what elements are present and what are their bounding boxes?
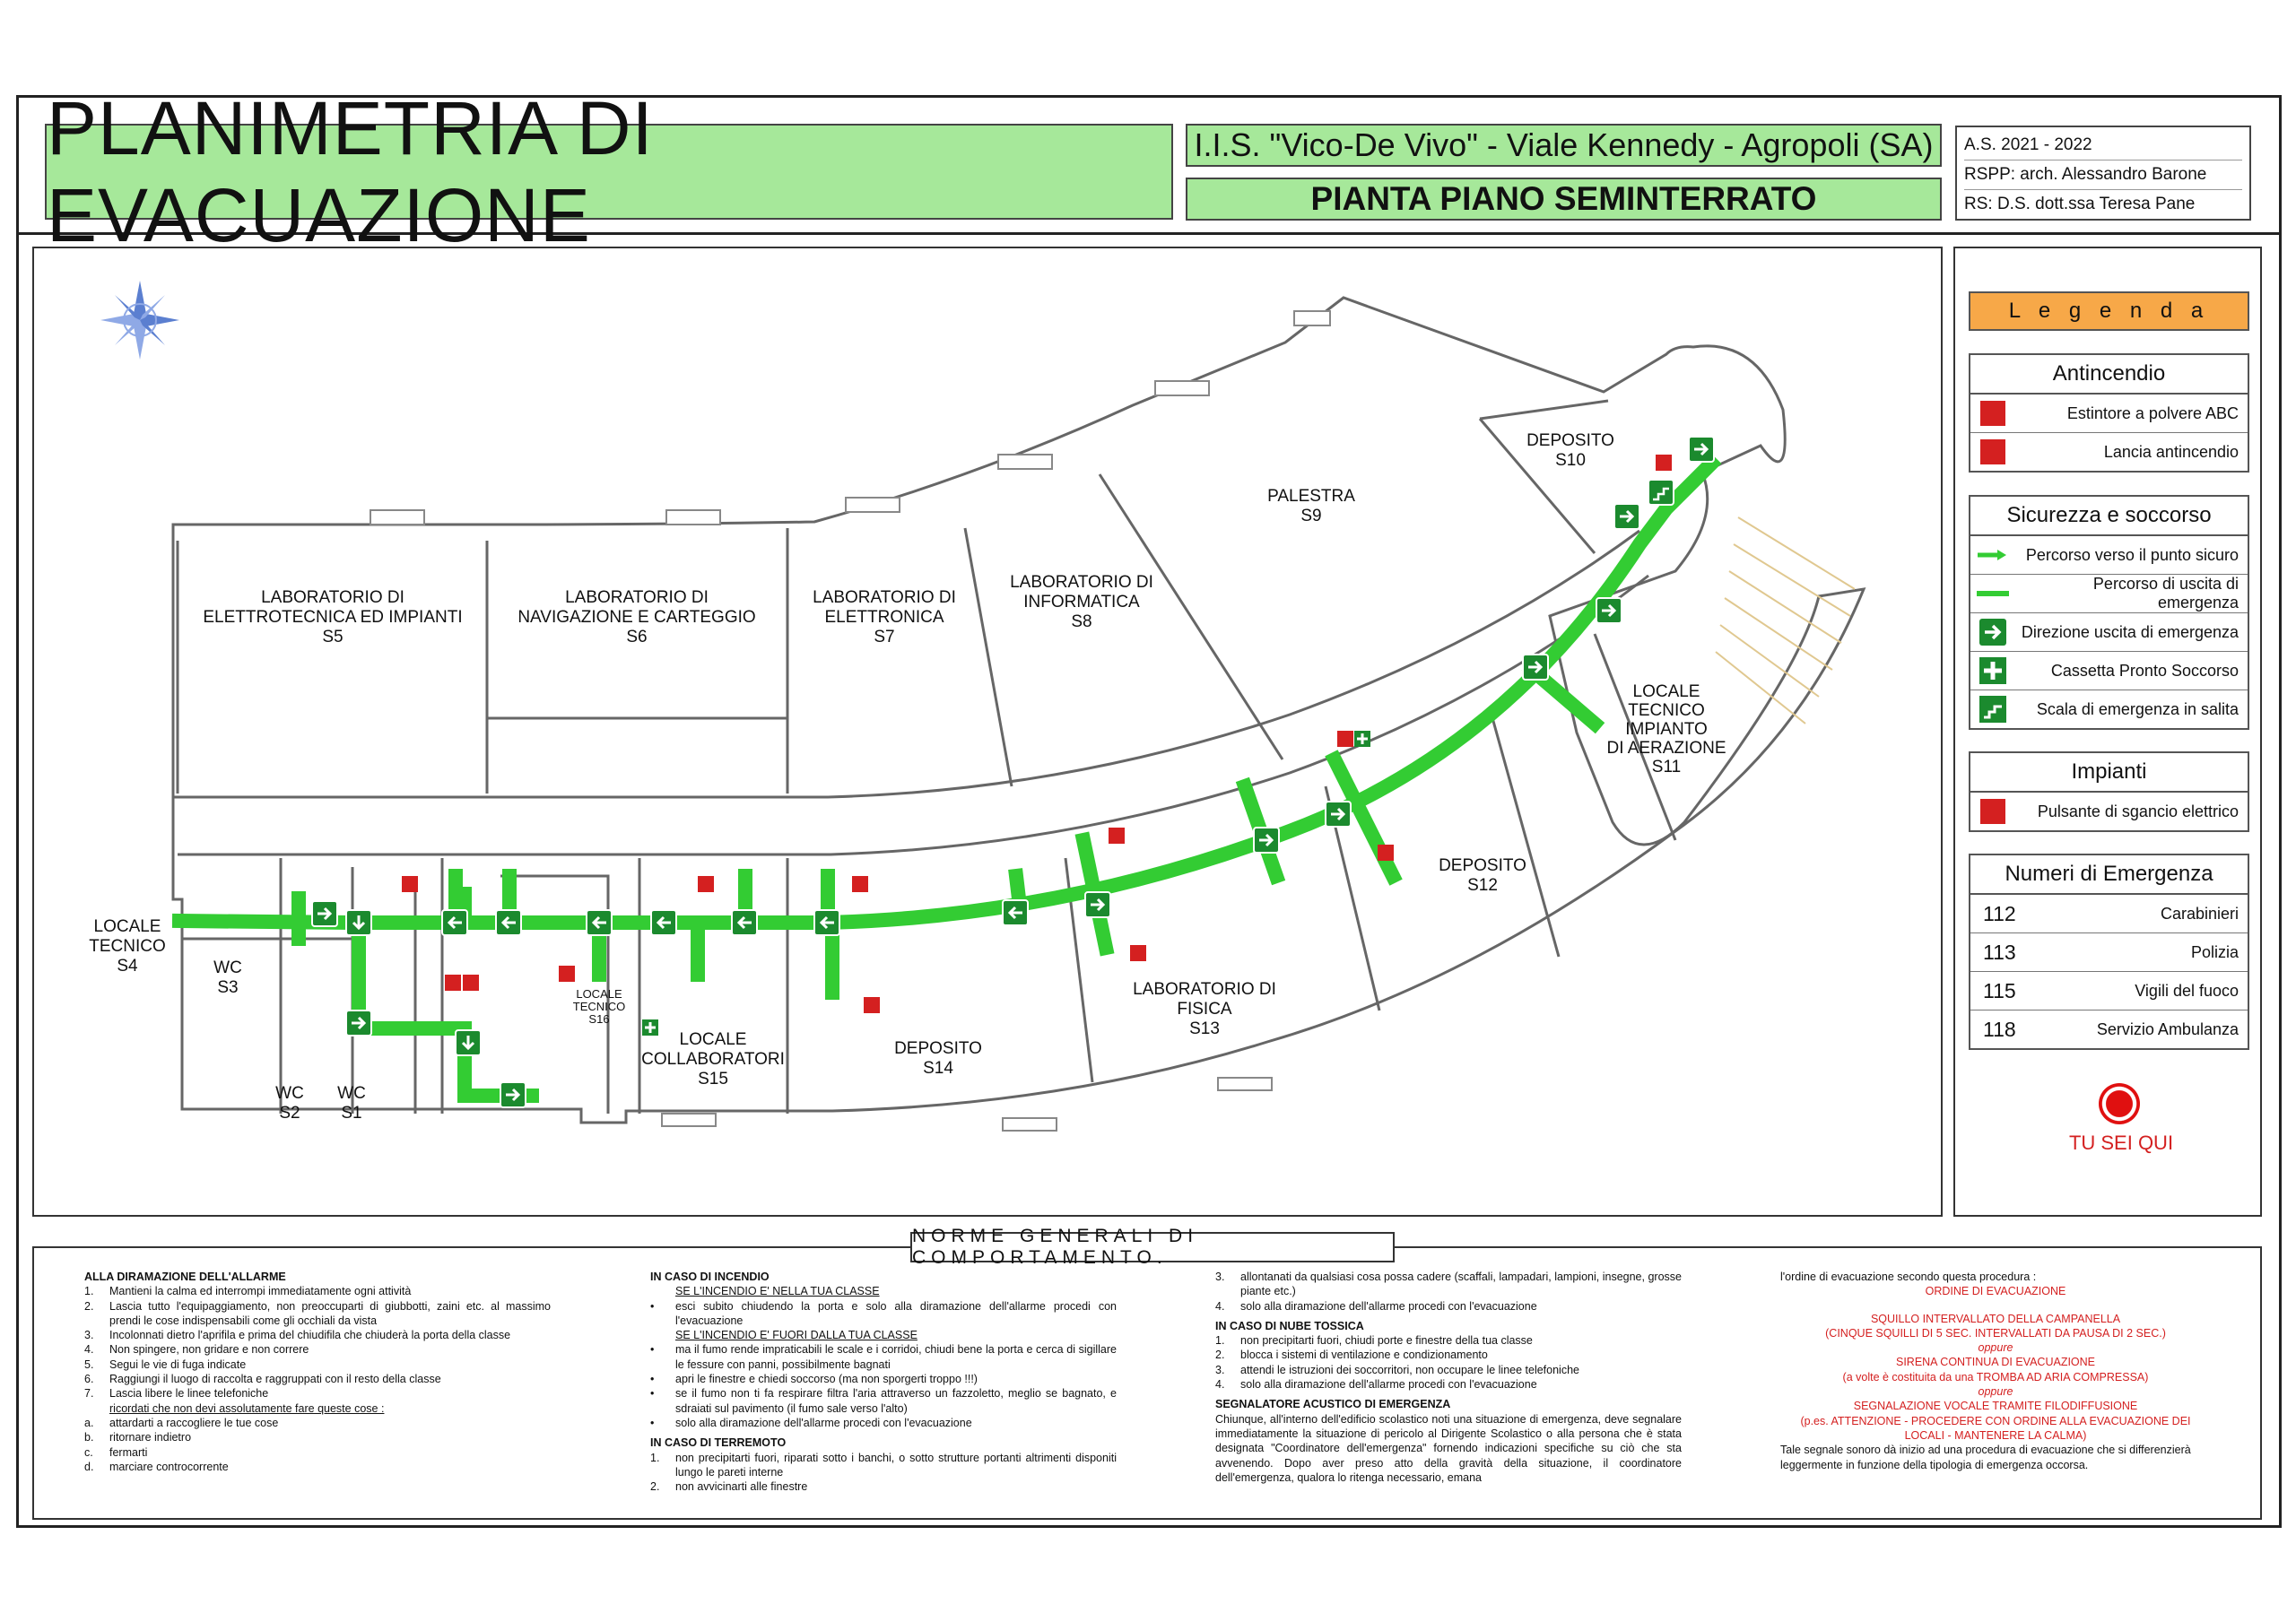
exit-direction-icon [1596,598,1622,623]
exit-direction-icon [1523,655,1548,680]
list-item: • ma il fumo rende impraticabili le scale e i corridoi, chiudi bene la porta e cerca di sigillare le fessure con panni, possibilmente bagnati [650,1343,1117,1371]
col4-intro: l'ordine di evacuazione secondo questa procedura : [1780,1271,2037,1283]
exit-direction-icon [500,1082,526,1107]
col2-head2: IN CASO DI TERREMOTO [650,1436,787,1450]
stair-exit-icon [1979,696,2006,723]
compass-icon [100,281,179,360]
building-walls [173,298,1864,1123]
fire-extinguisher-icon [1337,731,1353,747]
col4-outro: Tale segnale sonoro dà inizio ad una procedura di evacuazione che si differenzierà leggermente in funzione della tipologia di emergenza occorsa. [1780,1444,2191,1471]
exit-direction-icon [346,910,371,935]
fire-extinguisher-icon [698,876,714,892]
exit-direction-signs [312,437,1714,1107]
room-s8: LABORATORIO DI INFORMATICA S8 [1010,573,1153,631]
room-s16: LOCALE TECNICO S16 [572,987,626,1026]
col4-order: ORDINE DI EVACUAZIONE [1925,1285,2066,1298]
legend-label: Pulsante di sgancio elettrico [2037,802,2239,820]
col3-head2: SEGNALATORE ACUSTICO DI EMERGENZA [1215,1398,1451,1411]
col4-line: SEGNALAZIONE VOCALE TRAMITE FILODIFFUSIONE [1853,1400,2138,1413]
room-s9: PALESTRA S9 [1267,487,1355,525]
exit-direction-icon [496,910,521,935]
norme-col-1 [84,1270,551,1474]
fire-extinguisher-icon [1378,845,1394,861]
exit-direction-icon [1689,437,1714,462]
plan-name: PIANTA PIANO SEMINTERRATO [1186,178,1942,221]
route-arrow-icon [1978,549,2008,561]
exterior-stairs [1716,517,1855,724]
legend-sicurezza-head: Sicurezza e soccorso [1970,497,2248,536]
exit-direction-icon [587,910,612,935]
col1-sub: ricordati che non devi assolutamente fare queste cose : [109,1401,385,1415]
number: 113 [1983,940,2016,964]
legend-label: Lancia antincendio [2103,442,2239,461]
escape-route [179,464,1711,1096]
school-name: I.I.S. "Vico-De Vivo" - Viale Kennedy - Agropoli (SA) [1186,124,1942,167]
emergency-number [1970,895,2248,933]
fire-extinguisher-icon [402,876,418,892]
legend-label: Percorso di uscita di emergenza [2092,575,2239,612]
legend-row [1970,433,2248,471]
list-item: 6. Raggiungi il luogo di raccolta e raggruppati con il resto della classe [84,1373,441,1386]
exit-direction-icon [1614,504,1639,529]
list-item: • apri le finestre e chiedi soccorso (ma non sporgerti troppo !!!) [650,1373,978,1386]
power-switch-icon [1980,799,2005,824]
col4-line: SIRENA CONTINUA DI EVACUAZIONE [1895,1356,2096,1369]
list-item: 2. non avvicinarti alle finestre [650,1480,808,1494]
legend-row [1970,690,2248,728]
legend-antincendio-head: Antincendio [1970,355,2248,395]
legend-numeri [1969,854,2249,1050]
legend-sicurezza [1969,495,2249,730]
col3-head: IN CASO DI NUBE TOSSICA [1215,1319,1364,1332]
room-s6: LABORATORIO DI NAVIGAZIONE E CARTEGGIO S6 [517,588,756,646]
legend-title: L e g e n d a [1969,291,2249,331]
exit-direction-icon [1326,802,1351,827]
room-s7: LABORATORIO DI ELETTRONICA S7 [813,588,956,646]
col3-para: Chiunque, all'interno dell'edificio scolastico noti una situazione di emergenza, deve segnalare immediatamente la situazione di pericolo al Dirigente Scolastico o alla persona che è stata designata "Coordinatore dell'emergenza" fornendo indicazioni specifiche su ciò che sta avvenendo. Dopo aver preso atto della gravità della situazione, il coordinatore dell'emergenza, qualora lo ritenga necessario, emana [1215,1412,1682,1484]
room-s3: WC S3 [213,958,242,997]
list-item: b. ritornare indietro [84,1431,192,1444]
room-s12: DEPOSITO S12 [1439,856,1526,895]
rspp: RSPP: arch. Alessandro Barone [1964,160,2242,190]
exit-direction-icon [1003,900,1028,925]
col4-line: (CINQUE SQUILLI DI 5 SEC. INTERVALLATI DA PAUSA DI 2 SEC.) [1825,1326,2166,1340]
legend-label: Cassetta Pronto Soccorso [2050,661,2239,680]
list-item: • solo alla diramazione dell'allarme procedi con l'evacuazione [650,1416,972,1429]
list-item: 4. Non spingere, non gridare e non correre [84,1343,309,1357]
legend-row [1970,793,2248,830]
exit-direction-icon [1085,892,1110,917]
legend-antincendio [1969,353,2249,473]
rs: RS: D.S. dott.ssa Teresa Pane [1964,195,2196,213]
room-s13: LABORATORIO DI FISICA S13 [1133,980,1276,1038]
room-s11: LOCALE TECNICO IMPIANTO DI AERAZIONE S11 [1606,682,1726,776]
number-label: Vigili del fuoco [2135,981,2239,1000]
list-item: d. marciare controcorrente [84,1460,229,1473]
legend-row [1970,652,2248,690]
info-box [1955,126,2251,221]
exit-direction-icon [732,910,757,935]
fire-extinguisher-icon [1109,828,1125,844]
legend-label: Direzione uscita di emergenza [2021,622,2239,641]
list-item: 3. allontanati da qualsiasi cosa possa cadere (scaffali, lampadari, lampioni, insegne, grosse piante etc.) [1215,1271,1682,1298]
exit-direction-icon [814,910,839,935]
first-aid-icon [1979,657,2006,684]
list-item: • esci subito chiudendo la porta e solo alla diramazione dell'allarme procedi con l'evacuazione [650,1299,1117,1327]
col2-sub1: SE L'INCENDIO E' NELLA TUA CLASSE [675,1285,880,1298]
number-label: Carabinieri [2160,904,2239,923]
legend-impianti [1969,751,2249,832]
col4-line: (p.es. ATTENZIONE - PROCEDERE CON ORDINE ALLA EVACUAZIONE DEI LOCALI - MANTENERE LA CALMA) [1800,1414,2191,1442]
list-item: 1. non precipitarti fuori, riparati sotto i banchi, o sotto strutture portanti altrimenti disponiti lungo le pareti interne [650,1451,1117,1479]
fire-hose-icon [1980,439,2005,464]
you-are-here-label: TU SEI QUI [2068,1132,2174,1154]
fire-hose-icon [463,975,479,991]
norme-col-3 [1215,1270,1682,1485]
list-item: a. attardarti a raccogliere le tue cose [84,1416,279,1429]
legend-numeri-head: Numeri di Emergenza [1970,855,2248,895]
list-item: 1. Mantieni la calma ed interrompi immediatamente ogni attività [84,1285,412,1298]
legend-label: Estintore a polvere ABC [2066,403,2239,422]
room-s2: WC S2 [275,1084,304,1123]
emergency-number [1970,1010,2248,1048]
number: 118 [1983,1017,2016,1041]
legend-label: Scala di emergenza in salita [2036,699,2239,718]
fire-extinguisher-icon [864,997,880,1013]
col4-line: (a volte è costituita da una TROMBA AD ARIA COMPRESSA) [1842,1370,2149,1383]
emergency-number [1970,933,2248,972]
fire-extinguisher-icon [1656,455,1672,471]
col1-head: ALLA DIRAMAZIONE DELL'ALLARME [84,1271,286,1283]
exit-direction-icon [1254,828,1279,853]
fire-extinguisher-icon [1130,945,1146,961]
norme-title: NORME GENERALI DI COMPORTAMENTO. [910,1232,1395,1262]
list-item: 2. Lascia tutto l'equipaggiamento, non preoccuparti di giubbotti, zaini etc. al massimo prendi le cose indispensabili come gli occhiali da vista [84,1299,551,1327]
fire-extinguisher-icon [559,966,575,982]
list-item: 3. attendi le istruzioni dei soccorritori, non occupare le linee telefoniche [1215,1363,1579,1376]
room-s5: LABORATORIO DI ELETTROTECNICA ED IMPIANTI S5 [203,588,463,646]
exit-direction-icon [312,901,337,926]
legend-row [1970,536,2248,575]
col4-or: oppure [1978,1341,2013,1355]
floor-plan [34,248,1941,1215]
col4-line: SQUILLO INTERVALLATO DELLA CAMPANELLA [1870,1312,2121,1325]
legend-row [1970,575,2248,613]
number: 112 [1983,901,2016,925]
first-aid-icon [642,1019,658,1036]
room-s10: DEPOSITO S10 [1526,431,1614,470]
col4-or: oppure [1978,1385,2013,1399]
list-item: 5. Segui le vie di fuga indicate [84,1357,247,1371]
fire-extinguisher-icon [852,876,868,892]
route-line-icon [1977,591,2009,596]
first-aid-icon [1354,731,1370,747]
norme-col-2 [650,1270,1117,1494]
list-item: 1. non precipitarti fuori, chiudi porte e finestre della tua classe [1215,1334,1533,1348]
power-switch-icon [445,975,461,991]
number-label: Polizia [2190,942,2239,961]
room-s4: LOCALE TECNICO S4 [89,917,166,976]
room-s1: WC S1 [337,1084,366,1123]
exit-direction-icon [442,910,467,935]
exit-direction-icon [1979,619,2006,646]
list-item: 2. blocca i sistemi di ventilazione e condizionamento [1215,1349,1488,1362]
col2-sub2: SE L'INCENDIO E' FUORI DALLA TUA CLASSE [675,1329,918,1342]
room-s14: DEPOSITO S14 [894,1039,982,1078]
fire-extinguisher-icon [1980,401,2005,426]
list-item: 4. solo alla diramazione dell'allarme procedi con l'evacuazione [1215,1378,1537,1392]
room-labels [89,431,1726,1123]
list-item: • se il fumo non ti fa respirare filtra l'aria attraverso un fazzoletto, meglio se bagnato, e sdraiati sul pavimento (il fumo sale verso l'alto) [650,1387,1117,1415]
legend-row [1970,613,2248,652]
legend-impianti-head: Impianti [1970,753,2248,793]
school-year: A.S. 2021 - 2022 [1964,131,2242,160]
page-title: PLANIMETRIA DI EVACUAZIONE [45,124,1173,220]
room-s15: LOCALE COLLABORATORI S15 [641,1030,785,1089]
exit-direction-icon [456,1030,481,1055]
exit-direction-icon [651,910,676,935]
col2-head: IN CASO DI INCENDIO [650,1271,770,1283]
list-item: 4. solo alla diramazione dell'allarme procedi con l'evacuazione [1215,1299,1537,1313]
norme-col-4 [1780,1270,2211,1472]
emergency-number [1970,972,2248,1010]
legend-row [1970,395,2248,433]
list-item: c. fermarti [84,1445,148,1459]
number: 115 [1983,978,2016,1002]
legend-label: Percorso verso il punto sicuro [2025,545,2239,564]
number-label: Servizio Ambulanza [2096,1019,2239,1038]
exit-direction-icon [346,1010,371,1036]
you-are-here-icon [2099,1083,2140,1124]
list-item: 3. Incolonnati dietro l'aprifila e prima del chiudifila che chiuderà la porta della classe [84,1329,511,1342]
stair-exit-icon [1648,480,1674,505]
list-item: 7. Lascia libere le linee telefoniche [84,1387,269,1401]
